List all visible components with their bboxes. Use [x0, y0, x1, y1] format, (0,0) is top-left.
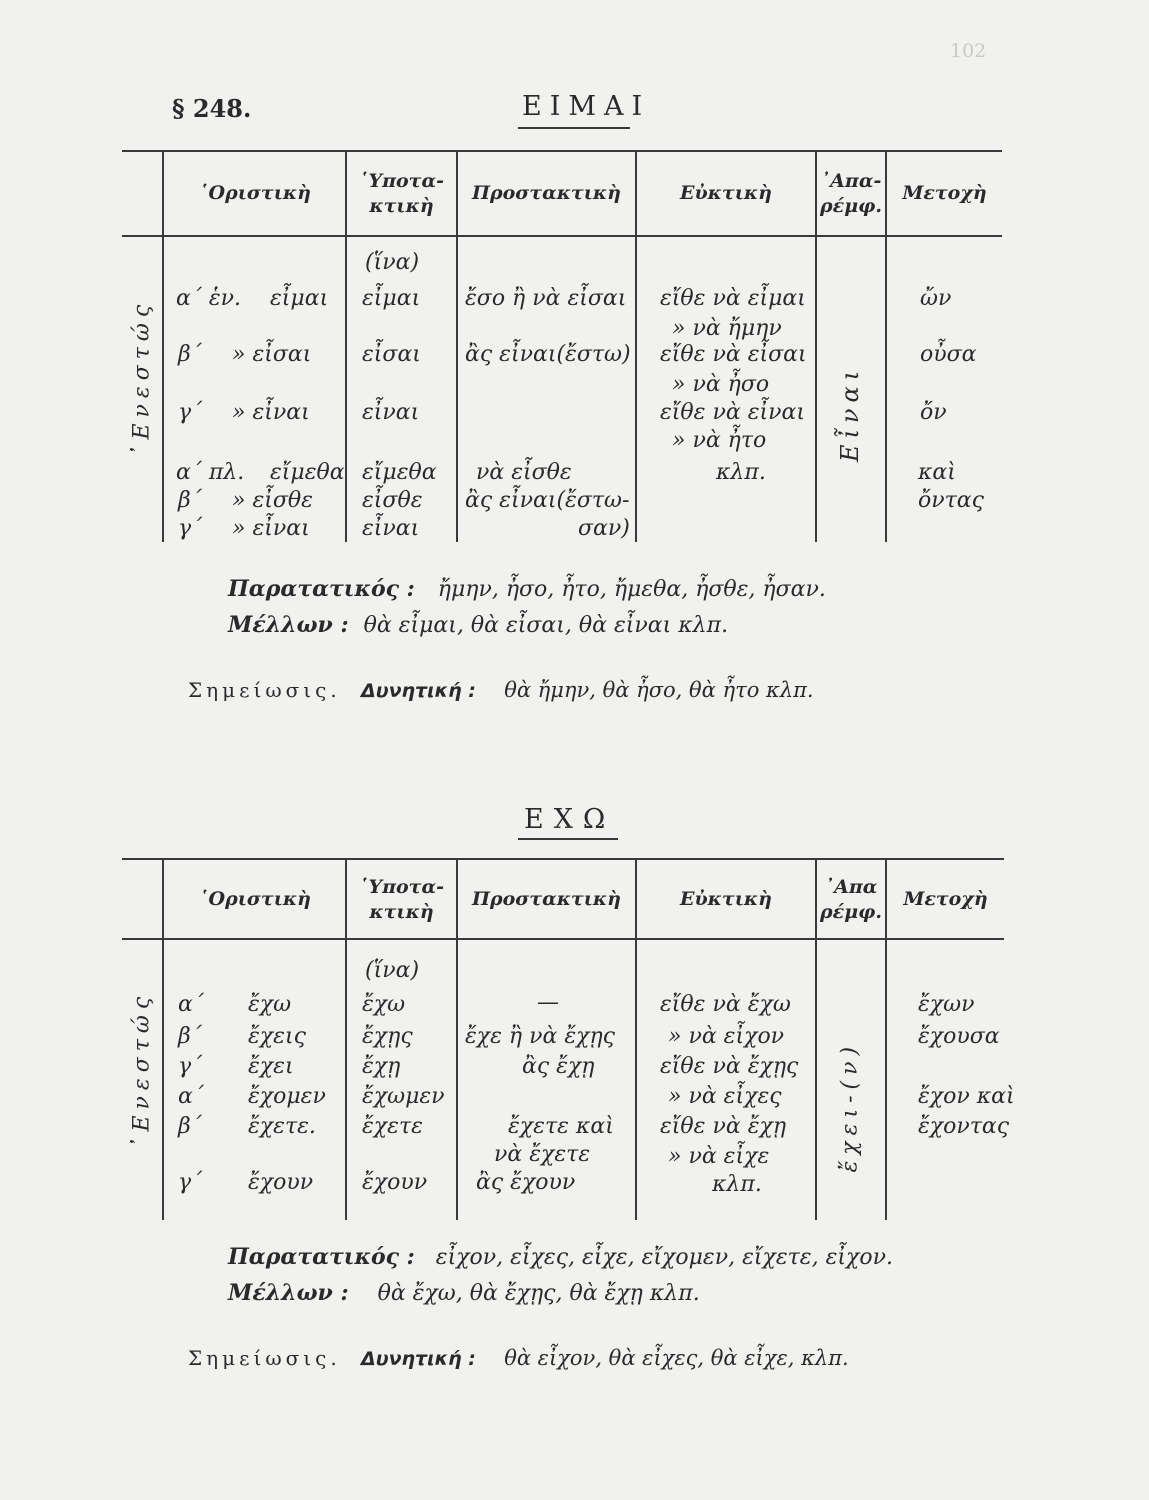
- echo-dynitiki-text: θὰ εἶχον, θὰ εἶχες, θὰ εἶχε, κλπ.: [504, 1346, 849, 1370]
- echo-metochi-cell: ἔχον καὶ: [918, 1084, 1015, 1109]
- eimai-efktiki-cell: » νὰ ἦσο: [672, 372, 770, 397]
- echo-metochi-cell: ἔχουσα: [918, 1024, 1000, 1049]
- echo-mellon-label: Μέλλων :: [228, 1280, 349, 1306]
- eimai-mellon: [228, 612, 728, 638]
- echo-col-divider: [456, 858, 458, 1220]
- eimai-ypotaktiki-cell: εἶναι: [362, 516, 420, 541]
- eimai-metochi-cell: ὄν: [920, 400, 947, 425]
- echo-prostaktiki-cell: ἂς ἔχουν: [476, 1170, 576, 1195]
- eimai-person: α΄ ἑν.: [176, 286, 242, 311]
- echo-efktiki-cell: εἴθε νὰ ἔχῃ: [660, 1114, 787, 1139]
- echo-person: γ΄: [178, 1054, 203, 1079]
- eimai-header-oristiki: ῾Οριστικὴ: [199, 182, 311, 204]
- eimai-metochi-cell: οὖσα: [920, 342, 977, 367]
- echo-oristiki-cell: ἔχει: [248, 1054, 294, 1079]
- echo-ypotaktiki-cell: ἔχωμεν: [362, 1084, 445, 1109]
- eimai-oristiki-cell: » εἶναι: [232, 400, 310, 425]
- eimai-col-divider: [635, 150, 637, 542]
- echo-header-efktiki: Εὐκτικὴ: [680, 888, 772, 910]
- eimai-side-label: ᾽Ενεστώς: [129, 298, 155, 457]
- echo-infinitive-vertical: ἔχει-(ν): [837, 1040, 863, 1173]
- echo-prostaktiki-cell: ἔχε ἢ νὰ ἔχῃς: [465, 1024, 615, 1049]
- echo-efktiki-cell: εἴθε νὰ ἔχῃς: [660, 1054, 799, 1079]
- echo-ypotaktiki-cell: ἔχω: [362, 992, 406, 1017]
- eimai-efktiki-cell: κλπ.: [716, 460, 766, 485]
- eimai-efktiki-cell: εἴθε νὰ εἶσαι: [660, 342, 807, 367]
- eimai-header-prostaktiki: Προστακτικὴ: [472, 182, 621, 204]
- echo-oristiki-cell: ἔχεις: [248, 1024, 306, 1049]
- echo-oristiki-cell: ἔχω: [248, 992, 292, 1017]
- eimai-header-aparemfato-2: ρέμφ.: [820, 195, 882, 217]
- echo-efktiki-cell: » νὰ εἶχον: [668, 1024, 785, 1049]
- eimai-efktiki-cell: » νὰ ἤμην: [672, 316, 782, 341]
- echo-efktiki-cell: » νὰ εἶχες: [668, 1084, 782, 1109]
- eimai-person: β΄: [178, 488, 202, 513]
- echo-paratatikos-text: εἶχον, εἶχες, εἶχε, εἴχομεν, εἴχετε, εἶχον.: [435, 1245, 893, 1270]
- echo-col-divider: [162, 858, 164, 1220]
- eimai-efktiki-cell: εἴθε νὰ εἶναι: [660, 400, 805, 425]
- eimai-dynitiki-label: Δυνητική :: [361, 680, 476, 702]
- echo-oristiki-cell: ἔχουν: [248, 1170, 314, 1195]
- echo-oristiki-cell: ἔχομεν: [248, 1084, 326, 1109]
- eimai-prostaktiki-cell: ἂς εἶναι(ἔστω-: [465, 488, 630, 513]
- echo-ypotaktiki-cell: ἔχῃς: [362, 1024, 413, 1049]
- eimai-person: α΄ πλ.: [176, 460, 245, 485]
- echo-dynitiki-label: Δυνητική :: [361, 1348, 476, 1370]
- eimai-header-ypotaktiki-2: κτικὴ: [369, 195, 434, 217]
- eimai-header-ypotaktiki-1: ῾Υποτα-: [359, 170, 444, 192]
- echo-paratatikos-label: Παρατατικός :: [228, 1244, 415, 1270]
- eimai-infinitive-vertical: Εἶναι: [836, 364, 864, 462]
- echo-title-underline: [518, 838, 618, 840]
- eimai-oristiki-cell: εἶμαι: [270, 286, 329, 311]
- echo-ypotaktiki-cell: ἔχῃ: [362, 1054, 401, 1079]
- eimai-note-label: Σημείωσις.: [188, 678, 341, 702]
- eimai-col-divider: [456, 150, 458, 542]
- eimai-oristiki-cell: » εἶναι: [232, 516, 310, 541]
- eimai-metochi-cell: ὤν: [920, 286, 952, 311]
- eimai-note: [188, 678, 814, 702]
- echo-prostaktiki-cell: ἔχετε καὶ: [508, 1114, 614, 1139]
- section-number: § 248.: [172, 94, 252, 123]
- eimai-person: γ΄: [178, 516, 203, 541]
- eimai-header-metochi: Μετοχὴ: [902, 182, 987, 204]
- eimai-paratatikos-label: Παρατατικός :: [228, 576, 415, 602]
- echo-note-label: Σημείωσις.: [188, 1346, 341, 1370]
- echo-header-oristiki: ῾Οριστικὴ: [199, 888, 311, 910]
- echo-paratatikos: [228, 1244, 893, 1270]
- eimai-dynitiki-text: θὰ ἤμην, θὰ ἦσο, θὰ ἦτο κλπ.: [504, 678, 814, 702]
- echo-side-label: ᾽Ενεστώς: [129, 990, 155, 1149]
- echo-table-header-rule: [122, 938, 1004, 940]
- echo-efktiki-cell: κλπ.: [712, 1172, 762, 1197]
- echo-table-top-rule: [122, 858, 1004, 860]
- echo-ina: (ἵνα): [365, 958, 420, 983]
- eimai-ypotaktiki-cell: εἶσαι: [362, 342, 421, 367]
- eimai-paratatikos-text: ἤμην, ἦσο, ἦτο, ἤμεθα, ἦσθε, ἦσαν.: [437, 577, 826, 602]
- echo-prostaktiki-cell: —: [537, 990, 559, 1015]
- echo-metochi-cell: ἔχοντας: [918, 1114, 1010, 1139]
- echo-person: γ΄: [178, 1170, 203, 1195]
- echo-note: [188, 1346, 849, 1370]
- eimai-ypotaktiki-cell: εἶμαι: [362, 286, 421, 311]
- echo-header-aparemfato-2: ρέμφ.: [820, 901, 882, 923]
- echo-header-metochi: Μετοχὴ: [903, 888, 988, 910]
- echo-header-ypotaktiki-1: ῾Υποτα-: [359, 876, 444, 898]
- eimai-person: β΄: [178, 342, 202, 367]
- eimai-title: ΕΙΜΑΙ: [522, 91, 651, 122]
- echo-oristiki-cell: ἔχετε.: [248, 1114, 316, 1139]
- eimai-metochi-cell: ὄντας: [918, 488, 984, 513]
- eimai-person: γ΄: [178, 400, 203, 425]
- eimai-table-top-rule: [122, 150, 1002, 152]
- echo-efktiki-cell: » νὰ εἶχε: [668, 1144, 770, 1169]
- eimai-ypotaktiki-cell: εἶσθε: [362, 488, 423, 513]
- eimai-prostaktiki-cell: ἔσο ἢ νὰ εἶσαι: [465, 286, 627, 311]
- echo-metochi-cell: ἔχων: [918, 992, 975, 1017]
- eimai-col-divider: [885, 150, 887, 542]
- echo-mellon-text: θὰ ἔχω, θὰ ἔχῃς, θὰ ἔχῃ κλπ.: [377, 1281, 700, 1306]
- echo-prostaktiki-cell: νὰ ἔχετε: [494, 1142, 591, 1167]
- eimai-title-underline: [518, 127, 630, 129]
- eimai-oristiki-cell: » εἶσθε: [232, 488, 313, 513]
- echo-prostaktiki-cell: ἂς ἔχῃ: [522, 1054, 595, 1079]
- echo-mellon: [228, 1280, 700, 1306]
- echo-header-aparemfato-1: ᾽Απα: [824, 876, 878, 898]
- eimai-metochi-cell: καὶ: [918, 460, 956, 485]
- eimai-prostaktiki-cell: ἂς εἶναι(ἔστω): [465, 342, 631, 367]
- ghost-page-number: 102: [950, 40, 987, 62]
- echo-col-divider: [635, 858, 637, 1220]
- eimai-ypotaktiki-cell: εἶναι: [362, 400, 420, 425]
- eimai-efktiki-cell: εἴθε νὰ εἶμαι: [660, 286, 806, 311]
- echo-header-prostaktiki: Προστακτικὴ: [472, 888, 621, 910]
- echo-col-divider: [885, 858, 887, 1220]
- eimai-prostaktiki-cell: νὰ εἶσθε: [476, 460, 572, 485]
- eimai-paratatikos: [228, 576, 826, 602]
- echo-person: β΄: [178, 1114, 202, 1139]
- eimai-ypotaktiki-cell: εἴμεθα: [362, 460, 437, 485]
- echo-header-ypotaktiki-2: κτικὴ: [369, 901, 434, 923]
- echo-ypotaktiki-cell: ἔχετε: [362, 1114, 423, 1139]
- echo-person: α΄: [178, 1084, 204, 1109]
- eimai-oristiki-cell: » εἶσαι: [232, 342, 312, 367]
- echo-ypotaktiki-cell: ἔχουν: [362, 1170, 428, 1195]
- eimai-mellon-label: Μέλλων :: [228, 612, 349, 638]
- echo-title: ΕΧΩ: [524, 804, 616, 835]
- echo-person: β΄: [178, 1024, 202, 1049]
- eimai-table-header-rule: [122, 235, 1002, 237]
- eimai-prostaktiki-cell: σαν): [578, 516, 630, 541]
- echo-efktiki-cell: εἴθε νὰ ἔχω: [660, 992, 791, 1017]
- eimai-header-efktiki: Εὐκτικὴ: [680, 182, 772, 204]
- eimai-col-divider: [162, 150, 164, 542]
- eimai-ina: (ἵνα): [365, 250, 420, 275]
- eimai-efktiki-cell: » νὰ ἦτο: [672, 428, 767, 453]
- eimai-mellon-text: θὰ εἶμαι, θὰ εἶσαι, θὰ εἶναι κλπ.: [363, 613, 729, 638]
- echo-person: α΄: [178, 992, 204, 1017]
- eimai-header-aparemfato-1: ᾽Απα-: [820, 170, 882, 192]
- eimai-oristiki-cell: εἴμεθα: [270, 460, 345, 485]
